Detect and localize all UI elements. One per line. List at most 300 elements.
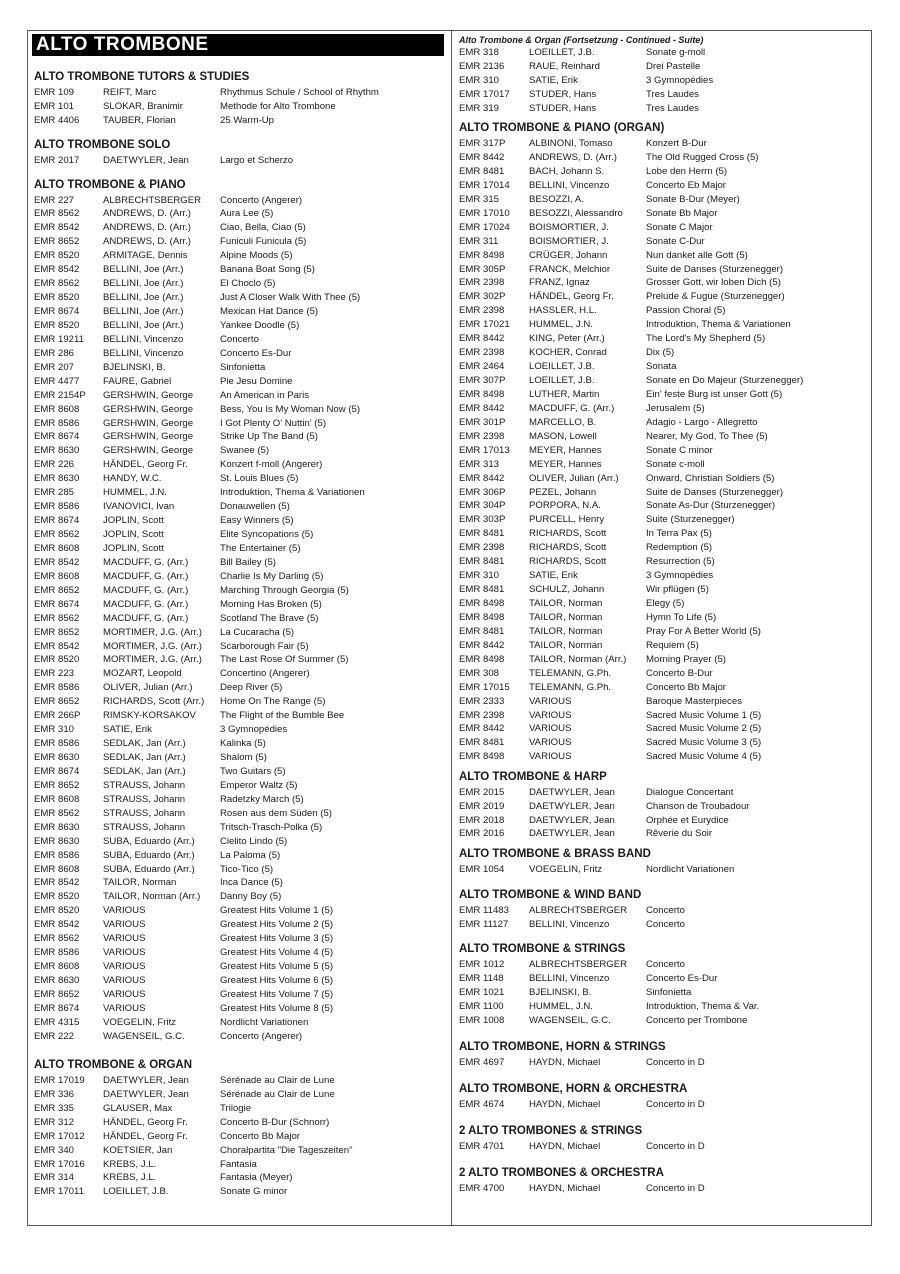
- catalog-entry: [32, 612, 444, 626]
- composer: KOCHER, Conrad: [529, 347, 607, 359]
- composer: HÄNDEL, Georg Fr.: [103, 1130, 188, 1142]
- work-title: Sonate Bb Major: [646, 207, 718, 219]
- work-title: La Cucaracha (5): [220, 626, 295, 638]
- composer: ANDREWS, D. (Arr.): [103, 208, 191, 220]
- catalog-entry: [32, 640, 444, 654]
- catalog-entry: [457, 904, 867, 918]
- work-title: Nordlicht Variationen: [646, 863, 735, 875]
- work-title: Greatest Hits Volume 8 (5): [220, 1002, 334, 1014]
- edition-number: EMR 8481: [459, 625, 505, 637]
- work-title: Sonate C minor: [646, 444, 713, 456]
- catalog-entry: [32, 194, 444, 208]
- work-title: Resurrection (5): [646, 556, 715, 568]
- edition-number: EMR 310: [34, 724, 74, 736]
- work-title: The Lord's My Shepherd (5): [646, 333, 766, 345]
- composer: HÄNDEL, Georg Fr.: [103, 1116, 188, 1128]
- catalog-entry: [32, 1171, 444, 1185]
- catalog-entry: [32, 500, 444, 514]
- composer: BESOZZI, Alessandro: [529, 207, 623, 219]
- catalog-entry: [457, 583, 867, 597]
- edition-number: EMR 8674: [34, 765, 80, 777]
- work-title: Concerto: [220, 333, 259, 345]
- catalog-entry: [457, 827, 867, 841]
- work-title: La Paloma (5): [220, 849, 281, 861]
- work-title: Ciao, Bella, Ciao (5): [220, 222, 306, 234]
- work-title: Sacred Music Volume 4 (5): [646, 751, 762, 763]
- composer: BELLINI, Joe (Arr.): [103, 292, 184, 304]
- catalog-entry: [32, 221, 444, 235]
- edition-number: EMR 4406: [34, 115, 80, 127]
- catalog-entry: [32, 514, 444, 528]
- composer: GERSHWIN, George: [103, 403, 194, 415]
- catalog-entry: [457, 986, 867, 1000]
- work-title: Charlie Is My Darling (5): [220, 570, 324, 582]
- edition-number: EMR 2016: [459, 828, 505, 840]
- composer: RICHARDS, Scott (Arr.): [103, 696, 205, 708]
- edition-number: EMR 8608: [34, 961, 80, 973]
- work-title: Concerto Eb Major: [646, 179, 726, 191]
- catalog-entry: [32, 709, 444, 723]
- edition-number: EMR 8630: [34, 752, 80, 764]
- composer: KING, Peter (Arr.): [529, 333, 605, 345]
- composer: HAYDN, Michael: [529, 1099, 601, 1111]
- catalog-entry: [457, 527, 867, 541]
- composer: LOEILLET, J.B.: [529, 47, 595, 58]
- section-title: ALTO TROMBONE & PIANO (ORGAN): [459, 122, 665, 135]
- edition-number: EMR 8520: [34, 250, 80, 262]
- composer: REIFT, Marc: [103, 87, 157, 99]
- catalog-entry: [32, 263, 444, 277]
- catalog-section: [457, 887, 867, 932]
- composer: VARIOUS: [103, 1002, 146, 1014]
- composer: BELLINI, Vincenzo: [103, 333, 184, 345]
- composer: DAETWYLER, Jean: [103, 1074, 189, 1086]
- composer: ARMITAGE, Dennis: [103, 250, 188, 262]
- edition-number: EMR 1054: [459, 863, 505, 875]
- catalog-section: [32, 1057, 444, 1199]
- edition-number: EMR 8652: [34, 626, 80, 638]
- composer: DAETWYLER, Jean: [529, 786, 615, 798]
- column-divider: [451, 30, 452, 1226]
- section-title: ALTO TROMBONE SOLO: [34, 138, 171, 151]
- work-title: Largo et Scherzo: [220, 154, 294, 166]
- composer: HAYDN, Michael: [529, 1140, 601, 1152]
- catalog-entry: [32, 1088, 444, 1102]
- work-title: Sinfonietta: [220, 361, 266, 373]
- catalog-entry: [32, 1102, 444, 1116]
- edition-number: EMR 19211: [34, 333, 84, 345]
- work-title: Greatest Hits Volume 4 (5): [220, 947, 334, 959]
- work-title: Donauwellen (5): [220, 501, 290, 513]
- composer: GERSHWIN, George: [103, 431, 194, 443]
- work-title: Elite Syncopations (5): [220, 529, 314, 541]
- composer: GERSHWIN, George: [103, 445, 194, 457]
- edition-number: EMR 8562: [34, 208, 80, 220]
- edition-number: EMR 2018: [459, 814, 505, 826]
- composer: PURCELL, Henry: [529, 514, 605, 526]
- edition-number: EMR 8608: [34, 542, 80, 554]
- composer: TAUBER, Florian: [103, 115, 176, 127]
- composer: ALBRECHTSBERGER: [529, 904, 628, 916]
- composer: HAYDN, Michael: [529, 1182, 601, 1194]
- catalog-entry: [457, 472, 867, 486]
- edition-number: EMR 307P: [459, 375, 506, 387]
- composer: VARIOUS: [529, 695, 572, 707]
- catalog-entry: [457, 276, 867, 290]
- section-title: ALTO TROMBONE & PIANO: [34, 178, 186, 191]
- edition-number: EMR 1148: [459, 973, 504, 985]
- catalog-entry: [457, 263, 867, 277]
- work-title: Elegy (5): [646, 598, 685, 610]
- composer: PORPORA, N.A.: [529, 500, 601, 512]
- work-title: Greatest Hits Volume 6 (5): [220, 975, 334, 987]
- left-sections: [32, 69, 444, 1199]
- catalog-entry: [32, 207, 444, 221]
- work-title: Konzert f-moll (Angerer): [220, 459, 323, 471]
- edition-number: EMR 318: [459, 47, 499, 58]
- work-title: Suite (Sturzenegger): [646, 514, 735, 526]
- catalog-entry: [32, 542, 444, 556]
- composer: STRAUSS, Johann: [103, 793, 186, 805]
- edition-number: EMR 109: [34, 87, 74, 99]
- composer: DAETWYLER, Jean: [529, 800, 615, 812]
- composer: BACH, Johann S.: [529, 165, 605, 177]
- composer: PEZEL, Johann: [529, 486, 597, 498]
- right-column: [457, 34, 867, 1196]
- work-title: Drei Pastelle: [646, 60, 701, 72]
- edition-number: EMR 17017: [459, 88, 510, 100]
- work-title: Deep River (5): [220, 682, 283, 694]
- catalog-entry: [457, 499, 867, 513]
- catalog-section: [32, 137, 444, 168]
- composer: KREBS, J.L.: [103, 1158, 157, 1170]
- composer: OLIVER, Julian (Arr.): [529, 472, 619, 484]
- catalog-entry: [457, 709, 867, 723]
- composer: JOPLIN, Scott: [103, 542, 164, 554]
- composer: VARIOUS: [529, 737, 572, 749]
- composer: VARIOUS: [529, 751, 572, 763]
- composer: BELLINI, Joe (Arr.): [103, 319, 184, 331]
- catalog-entry: [457, 611, 867, 625]
- edition-number: EMR 4697: [459, 1057, 505, 1069]
- work-title: Greatest Hits Volume 7 (5): [220, 988, 334, 1000]
- catalog-section: [457, 1123, 867, 1154]
- catalog-entry: [457, 402, 867, 416]
- section-title: ALTO TROMBONE TUTORS & STUDIES: [34, 71, 250, 84]
- catalog-entry: [457, 639, 867, 653]
- composer: SEDLAK, Jan (Arr.): [103, 752, 186, 764]
- composer: RAUE, Reinhard: [529, 60, 600, 72]
- work-title: Greatest Hits Volume 5 (5): [220, 961, 334, 973]
- catalog-entry: [457, 653, 867, 667]
- work-title: Ein' feste Burg ist unser Gott (5): [646, 388, 783, 400]
- edition-number: EMR 8542: [34, 919, 80, 931]
- catalog-entry: [457, 46, 867, 60]
- catalog-entry: [32, 849, 444, 863]
- catalog-entry: [32, 1130, 444, 1144]
- edition-number: EMR 17010: [459, 207, 510, 219]
- composer: HUMMEL, J.N.: [529, 319, 593, 331]
- edition-number: EMR 2398: [459, 430, 505, 442]
- catalog-entry: [32, 291, 444, 305]
- edition-number: EMR 8630: [34, 445, 80, 457]
- section-title: ALTO TROMBONE & HARP: [459, 770, 607, 783]
- edition-number: EMR 8442: [459, 333, 505, 345]
- catalog-entry: [457, 88, 867, 102]
- catalog-entry: [457, 1182, 867, 1196]
- catalog-entry: [457, 972, 867, 986]
- composer: CRÜGER, Johann: [529, 249, 608, 261]
- catalog-entry: [457, 249, 867, 263]
- catalog-entry: [32, 974, 444, 988]
- catalog-entry: [32, 100, 444, 114]
- edition-number: EMR 8586: [34, 501, 80, 513]
- catalog-entry: [32, 444, 444, 458]
- composer: BOISMORTIER, J.: [529, 235, 609, 247]
- catalog-entry: [32, 528, 444, 542]
- work-title: Greatest Hits Volume 2 (5): [220, 919, 334, 931]
- edition-number: EMR 8442: [459, 152, 505, 164]
- work-title: Sérénade au Clair de Lune: [220, 1088, 335, 1100]
- work-title: Hymn To Life (5): [646, 611, 717, 623]
- work-title: Onward, Christian Soldiers (5): [646, 472, 775, 484]
- composer: SUBA, Eduardo (Arr.): [103, 863, 195, 875]
- section-title: ALTO TROMBONE, HORN & STRINGS: [459, 1041, 666, 1054]
- composer: BELLINI, Vincenzo: [103, 347, 184, 359]
- composer: HUMMEL, J.N.: [529, 1001, 593, 1013]
- catalog-entry: [32, 681, 444, 695]
- edition-number: EMR 8586: [34, 417, 80, 429]
- edition-number: EMR 4701: [459, 1140, 505, 1152]
- catalog-section: [457, 769, 867, 842]
- continued-rows: [457, 46, 867, 116]
- work-title: Concerto Bb Major: [646, 681, 726, 693]
- work-title: Strike Up The Band (5): [220, 431, 318, 443]
- edition-number: EMR 8481: [459, 737, 505, 749]
- catalog-entry: [32, 988, 444, 1002]
- composer: VOEGELIN, Fritz: [103, 1016, 177, 1028]
- catalog-entry: [32, 653, 444, 667]
- edition-number: EMR 2015: [459, 786, 505, 798]
- catalog-entry: [457, 541, 867, 555]
- edition-number: EMR 8652: [34, 584, 80, 596]
- catalog-entry: [457, 151, 867, 165]
- edition-number: EMR 227: [34, 194, 74, 206]
- composer: LOEILLET, J.B.: [529, 361, 595, 373]
- edition-number: EMR 315: [459, 193, 499, 205]
- work-title: Bess, You Is My Woman Now (5): [220, 403, 361, 415]
- catalog-entry: [457, 918, 867, 932]
- catalog-entry: [32, 570, 444, 584]
- edition-number: EMR 8542: [34, 877, 80, 889]
- catalog-entry: [457, 625, 867, 639]
- catalog-section: [32, 69, 444, 128]
- composer: HUMMEL, J.N.: [103, 487, 167, 499]
- edition-number: EMR 8498: [459, 598, 505, 610]
- composer: VARIOUS: [103, 988, 146, 1000]
- edition-number: EMR 266P: [34, 710, 81, 722]
- catalog-entry: [32, 1144, 444, 1158]
- work-title: Mexican Hat Dance (5): [220, 306, 319, 318]
- edition-number: EMR 4315: [34, 1016, 80, 1028]
- work-title: Sonate G minor: [220, 1186, 288, 1198]
- catalog-entry: [32, 556, 444, 570]
- edition-number: EMR 2398: [459, 347, 505, 359]
- work-title: Pray For A Better World (5): [646, 625, 761, 637]
- edition-number: EMR 2398: [459, 305, 505, 317]
- work-title: Tres Laudes: [646, 102, 699, 114]
- edition-number: EMR 301P: [459, 416, 506, 428]
- edition-number: EMR 8498: [459, 611, 505, 623]
- edition-number: EMR 8608: [34, 793, 80, 805]
- edition-number: EMR 8520: [34, 905, 80, 917]
- catalog-entry: [32, 890, 444, 904]
- edition-number: EMR 2154P: [34, 389, 86, 401]
- composer: TAILOR, Norman: [103, 877, 177, 889]
- work-title: Banana Boat Song (5): [220, 264, 315, 276]
- composer: GERSHWIN, George: [103, 417, 194, 429]
- work-title: Tritsch-Trasch-Polka (5): [220, 821, 323, 833]
- catalog-entry: [32, 403, 444, 417]
- work-title: Requiem (5): [646, 639, 699, 651]
- work-title: I Got Plenty O' Nuttin' (5): [220, 417, 327, 429]
- catalog-entry: [32, 154, 444, 168]
- edition-number: EMR 17012: [34, 1130, 85, 1142]
- edition-number: EMR 17015: [459, 681, 510, 693]
- section-title: ALTO TROMBONE, HORN & ORCHESTRA: [459, 1083, 688, 1096]
- catalog-entry: [32, 667, 444, 681]
- edition-number: EMR 8652: [34, 696, 80, 708]
- catalog-entry: [457, 221, 867, 235]
- edition-number: EMR 8520: [34, 654, 80, 666]
- work-title: Emperor Waltz (5): [220, 779, 298, 791]
- composer: RICHARDS, Scott: [529, 556, 607, 568]
- work-title: Prelude & Fugue (Sturzenegger): [646, 291, 785, 303]
- catalog-entry: [457, 374, 867, 388]
- edition-number: EMR 311: [459, 235, 499, 247]
- catalog-entry: [32, 458, 444, 472]
- edition-number: EMR 308: [459, 667, 499, 679]
- composer: MACDUFF, G. (Arr.): [103, 612, 189, 624]
- catalog-entry: [457, 388, 867, 402]
- work-title: Concerto Es-Dur: [220, 347, 292, 359]
- edition-number: EMR 2398: [459, 542, 505, 554]
- work-title: Sonata: [646, 361, 677, 373]
- work-title: Inca Dance (5): [220, 877, 283, 889]
- work-title: An American in Paris: [220, 389, 310, 401]
- catalog-entry: [32, 430, 444, 444]
- work-title: Choralpartita "Die Tageszeiten": [220, 1144, 353, 1156]
- catalog-entry: [32, 1030, 444, 1044]
- catalog-entry: [32, 1016, 444, 1030]
- catalog-entry: [457, 318, 867, 332]
- composer: HÄNDEL, Georg Fr.: [103, 459, 188, 471]
- composer: HANDY, W.C.: [103, 473, 162, 485]
- work-title: Concerto B-Dur: [646, 667, 713, 679]
- section-title: ALTO TROMBONE & WIND BAND: [459, 888, 642, 901]
- edition-number: EMR 4674: [459, 1099, 505, 1111]
- composer: KOETSIER, Jan: [103, 1144, 173, 1156]
- composer: VARIOUS: [103, 975, 146, 987]
- work-title: Concertino (Angerer): [220, 668, 310, 680]
- catalog-entry: [457, 1140, 867, 1154]
- catalog-entry: [457, 695, 867, 709]
- catalog-entry: [457, 346, 867, 360]
- edition-number: EMR 17019: [34, 1074, 85, 1086]
- edition-number: EMR 8481: [459, 584, 505, 596]
- work-title: Sacred Music Volume 1 (5): [646, 709, 762, 721]
- edition-number: EMR 4477: [34, 375, 80, 387]
- catalog-entry: [32, 1074, 444, 1088]
- edition-number: EMR 17013: [459, 444, 510, 456]
- edition-number: EMR 2398: [459, 277, 505, 289]
- work-title: Chanson de Troubadour: [646, 800, 750, 812]
- catalog-section: [457, 120, 867, 764]
- composer: MACDUFF, G. (Arr.): [103, 556, 189, 568]
- work-title: Home On The Range (5): [220, 696, 326, 708]
- edition-number: EMR 306P: [459, 486, 506, 498]
- work-title: Scotland The Brave (5): [220, 612, 319, 624]
- composer: MACDUFF, G. (Arr.): [103, 584, 189, 596]
- composer: DAETWYLER, Jean: [529, 814, 615, 826]
- work-title: Greatest Hits Volume 3 (5): [220, 933, 334, 945]
- work-title: Yankee Doodle (5): [220, 319, 300, 331]
- work-title: Orphée et Eurydice: [646, 814, 729, 826]
- work-title: Morning Has Broken (5): [220, 598, 322, 610]
- edition-number: EMR 8520: [34, 891, 80, 903]
- work-title: Sonate C-Dur: [646, 235, 705, 247]
- catalog-entry: [32, 347, 444, 361]
- edition-number: EMR 8442: [459, 472, 505, 484]
- composer: KREBS, J.L.: [103, 1172, 157, 1184]
- work-title: Introduktion, Thema & Var.: [646, 1001, 760, 1013]
- composer: STUDER, Hans: [529, 102, 597, 114]
- composer: OLIVER, Julian (Arr.): [103, 682, 193, 694]
- edition-number: EMR 317P: [459, 138, 506, 150]
- catalog-entry: [32, 1116, 444, 1130]
- edition-number: EMR 8586: [34, 738, 80, 750]
- work-title: Morning Prayer (5): [646, 653, 726, 665]
- catalog-entry: [32, 626, 444, 640]
- edition-number: EMR 17021: [459, 319, 510, 331]
- edition-number: EMR 8442: [459, 723, 505, 735]
- catalog-section: [457, 1165, 867, 1196]
- edition-number: EMR 335: [34, 1102, 74, 1114]
- composer: DAETWYLER, Jean: [103, 1088, 189, 1100]
- catalog-section: [32, 177, 444, 1044]
- composer: SLOKAR, Branimir: [103, 101, 183, 113]
- edition-number: EMR 8498: [459, 249, 505, 261]
- composer: TAILOR, Norman: [529, 639, 603, 651]
- composer: ALBRECHTSBERGER: [529, 959, 628, 971]
- composer: SUBA, Eduardo (Arr.): [103, 835, 195, 847]
- catalog-entry: [32, 835, 444, 849]
- work-title: Radetzky March (5): [220, 793, 304, 805]
- work-title: In Terra Pax (5): [646, 528, 712, 540]
- work-title: Concerto per Trombone: [646, 1015, 748, 1027]
- composer: BELLINI, Vincenzo: [529, 918, 610, 930]
- work-title: Funiculi Funicula (5): [220, 236, 307, 248]
- composer: BELLINI, Vincenzo: [529, 973, 610, 985]
- work-title: Marching Through Georgia (5): [220, 584, 349, 596]
- work-title: Sacred Music Volume 2 (5): [646, 723, 762, 735]
- composer: MACDUFF, G. (Arr.): [529, 402, 615, 414]
- composer: MORTIMER, J.G. (Arr.): [103, 626, 202, 638]
- composer: MEYER, Hannes: [529, 458, 602, 470]
- edition-number: EMR 1008: [459, 1015, 505, 1027]
- edition-number: EMR 8498: [459, 751, 505, 763]
- work-title: Lobe den Herrn (5): [646, 165, 728, 177]
